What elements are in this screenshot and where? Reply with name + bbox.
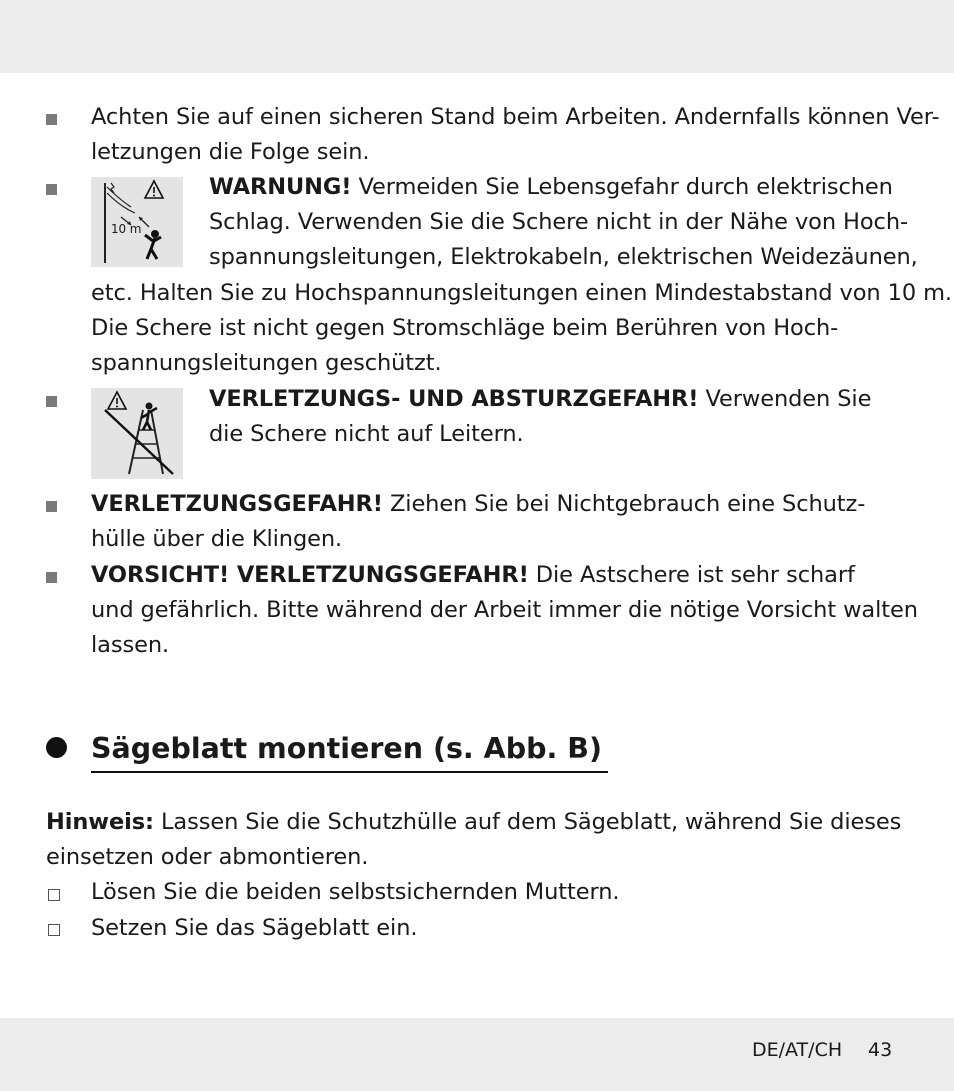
bullet-5-line-1 [91, 558, 855, 593]
power-line-warning-icon [91, 177, 183, 267]
bullet-marker [46, 396, 57, 407]
bullet-2-line-1 [209, 170, 893, 205]
bullet-3-line-2: die Schere nicht auf Leitern. [209, 421, 524, 447]
bullet-1-line-1: Achten Sie auf einen sicheren Stand beim Arbeiten. Andernfalls können Ver- [91, 104, 940, 130]
bullet-marker [46, 184, 57, 195]
bullet-3-line-1 [209, 382, 871, 417]
note-line-2: einsetzen oder abmontieren. [46, 844, 369, 870]
top-band [0, 0, 954, 73]
bullet-2-line-6: spannungsleitungen geschützt. [91, 350, 442, 376]
bullet-marker [46, 114, 57, 125]
section-bullet-dot [46, 737, 67, 758]
bullet-2-line-5: Die Schere ist nicht gegen Stromschläge beim Berühren von Hoch- [91, 315, 839, 341]
caution-label: VORSICHT! VERLETZUNGSGEFAHR! [91, 562, 529, 588]
bullet-3-line-1-rest: Verwenden Sie [698, 386, 872, 412]
step-2: Setzen Sie das Sägeblatt ein. [91, 915, 418, 941]
bullet-2-line-3: spannungsleitungen, Elektrokabeln, elektrischen Weidezäunen, [209, 244, 918, 270]
step-1: Lösen Sie die beiden selbstsichernden Muttern. [91, 879, 620, 905]
fall-hazard-label: VERLETZUNGS- UND ABSTURZGEFAHR! [209, 386, 699, 412]
bullet-4-line-1 [91, 487, 865, 522]
bullet-2-line-1-rest: Vermeiden Sie Lebensgefahr durch elektrischen [351, 174, 893, 200]
section-heading: Sägeblatt montieren (s. Abb. B) [91, 732, 603, 765]
warning-label: WARNUNG! [209, 174, 352, 200]
bullet-marker [46, 501, 57, 512]
bullet-4-line-1-rest: Ziehen Sie bei Nichtgebrauch eine Schutz- [382, 491, 866, 517]
step-checkbox [48, 889, 60, 901]
bullet-5-line-3: lassen. [91, 632, 170, 658]
bullet-marker [46, 572, 57, 583]
step-checkbox [48, 924, 60, 936]
note-label: Hinweis: [46, 809, 154, 835]
bullet-1-line-2: letzungen die Folge sein. [91, 139, 370, 165]
note-line-1 [46, 805, 901, 840]
bullet-5-line-2: und gefährlich. Bitte während der Arbeit immer die nötige Vorsicht walten [91, 597, 918, 623]
distance-label: 10 m [111, 222, 142, 236]
note-line-1-rest: Lassen Sie die Schutzhülle auf dem Sägeblatt, während Sie dieses [153, 809, 902, 835]
injury-hazard-label: VERLETZUNGSGEFAHR! [91, 491, 383, 517]
footer-region: DE/AT/CH [752, 1039, 843, 1061]
bullet-2-line-4: etc. Halten Sie zu Hochspannungsleitungen einen Mindestabstand von 10 m. [91, 280, 952, 306]
bullet-2-line-2: Schlag. Verwenden Sie die Schere nicht in der Nähe von Hoch- [209, 209, 908, 235]
bullet-5-line-1-rest: Die Astschere ist sehr scharf [528, 562, 855, 588]
no-ladder-warning-icon [91, 388, 183, 479]
heading-underline [91, 771, 608, 773]
page-number: 43 [868, 1039, 893, 1061]
bullet-4-line-2: hülle über die Klingen. [91, 526, 343, 552]
